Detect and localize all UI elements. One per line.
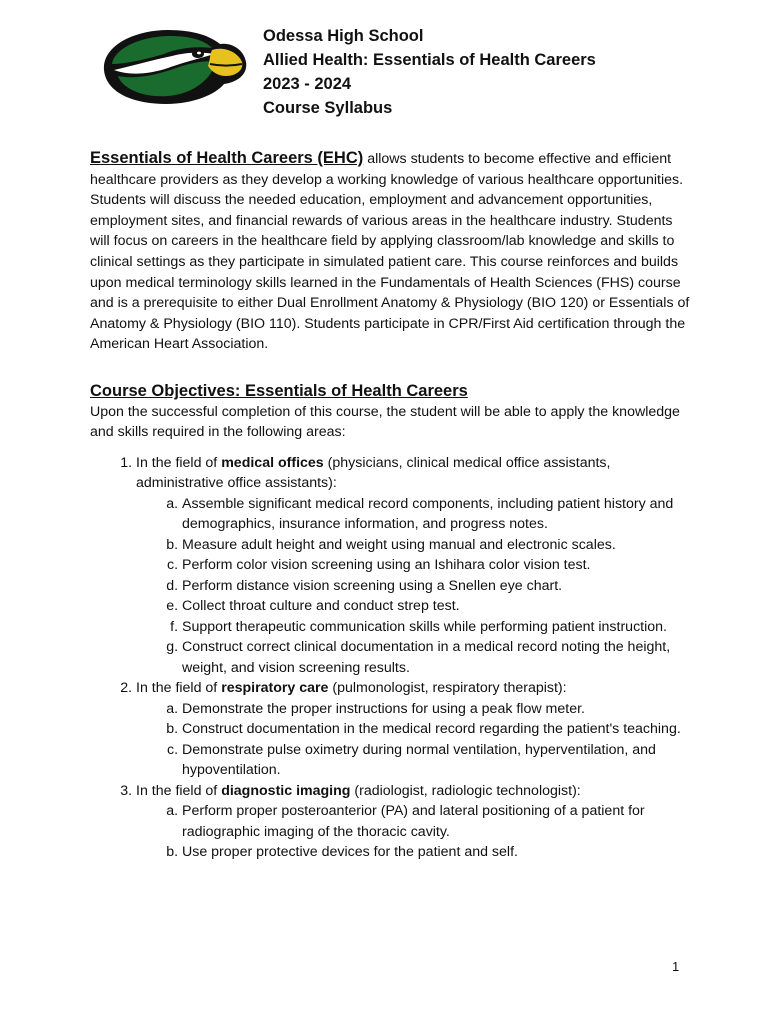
list-item: b. Construct documentation in the medical record regarding the patient's teaching.: [182, 719, 690, 740]
list-item: a. Assemble significant medical record components, including patient history and demographics, insurance information, and progress notes.: [182, 494, 690, 535]
document-header: [263, 24, 596, 120]
list-item: b. Use proper protective devices for the patient and self.: [182, 842, 690, 863]
area-suffix: (radiologist, radiologic technologist):: [350, 782, 581, 799]
list-item: d. Perform distance vision screening using a Snellen eye chart.: [182, 576, 690, 597]
document-title: Course Syllabus: [263, 99, 393, 117]
objective-area: [136, 678, 690, 781]
objective-items: [136, 801, 690, 863]
objective-area: [136, 781, 690, 863]
syllabus-content: [90, 148, 690, 863]
area-field: respiratory care: [221, 680, 329, 697]
list-item: f. Support therapeutic communication skills while performing patient instruction.: [182, 617, 690, 638]
area-prefix: In the field of: [136, 782, 222, 799]
objective-area: [136, 453, 690, 679]
area-field: medical offices: [221, 454, 324, 471]
course-description-text: allows students to become effective and efficient healthcare providers as they develop a working knowledge of various healthcare opportunities. Students will discuss the needed education, employment and advancement opportunities, employment sites, and financial rewards of various areas in the healthcare industry. Students will focus on careers in the healthcare field by applying classroom/lab knowledge and skills to clinical settings as they participate in simulated patient care. This course reinforces and builds upon medical terminology skills learned in the Fundamentals of Health Sciences (FHS) course and is a prerequisite to either Dual Enrollment Anatomy & Physiology (BIO 120) or Essentials of Anatomy & Physiology (BIO 110). Students participate in CPR/First Aid certification through the American Heart Association.: [90, 151, 690, 353]
area-field: diagnostic imaging: [221, 782, 351, 799]
area-prefix: In the field of: [136, 454, 222, 471]
area-prefix: In the field of: [136, 680, 222, 697]
page-number: 1: [672, 959, 680, 974]
list-item: a. Demonstrate the proper instructions for using a peak flow meter.: [182, 699, 690, 720]
course-description: [90, 148, 690, 355]
course-description-lead: Essentials of Health Careers (EHC): [90, 149, 364, 167]
list-item: e. Collect throat culture and conduct strep test.: [182, 596, 690, 617]
area-suffix: (pulmonologist, respiratory therapist):: [328, 680, 567, 697]
duck-mascot-icon: [98, 24, 248, 108]
list-item: b. Measure adult height and weight using manual and electronic scales.: [182, 535, 690, 556]
objective-items: [136, 494, 690, 679]
list-item: a. Perform proper posteroanterior (PA) and lateral positioning of a patient for radiographic imaging of the thoracic cavity.: [182, 801, 690, 842]
objectives-intro: Upon the successful completion of this course, the student will be able to apply the knowledge and skills required in the following areas:: [90, 403, 680, 440]
objectives-list: [90, 453, 690, 863]
school-logo: [98, 24, 248, 108]
school-year: 2023 - 2024: [263, 75, 352, 93]
school-name: Odessa High School: [263, 27, 424, 45]
list-item: c. Demonstrate pulse oximetry during normal ventilation, hyperventilation, and hypoventilation.: [182, 740, 690, 781]
objective-items: [136, 699, 690, 781]
list-item: g. Construct correct clinical documentation in a medical record noting the height, weight, and vision screening results.: [182, 637, 690, 678]
objectives-heading: Course Objectives: Essentials of Health Careers: [90, 381, 468, 400]
list-item: c. Perform color vision screening using an Ishihara color vision test.: [182, 555, 690, 576]
course-name: Allied Health: Essentials of Health Careers: [263, 51, 596, 69]
area-suffix: (physicians, clinical medical office assistants, administrative office assistants):: [136, 454, 611, 492]
